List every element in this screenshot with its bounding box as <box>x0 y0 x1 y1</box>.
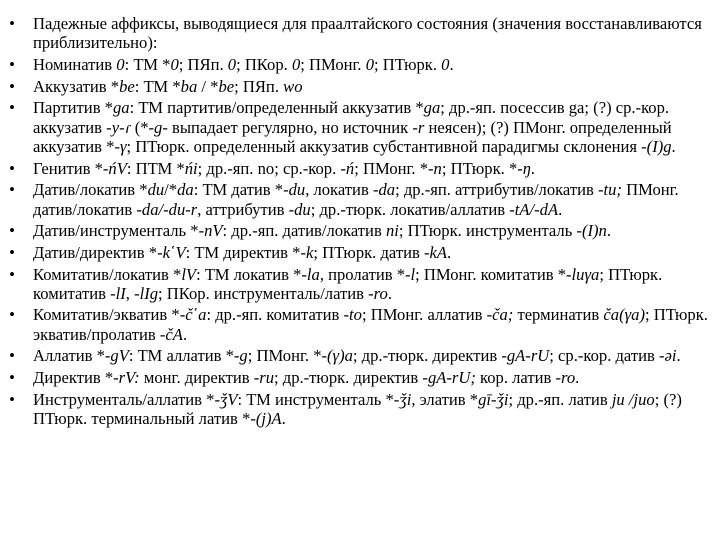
italic-fragment: -g- <box>148 117 168 137</box>
text-fragment: Аккузатив * <box>33 76 120 96</box>
text-fragment: ; др.-тюрк. локатив/аллатив <box>310 199 510 219</box>
list-item <box>0 55 712 74</box>
italic-fragment: -lIg <box>134 283 159 303</box>
text-fragment: . <box>676 346 681 366</box>
text-fragment: Датив/локатив * <box>33 180 148 200</box>
text-fragment: : ТМ датив * <box>193 180 284 200</box>
italic-fragment: -tA/-dA <box>509 199 559 219</box>
text-fragment: . <box>281 409 286 429</box>
list-item <box>0 77 712 96</box>
italic-fragment: -ča; <box>486 305 514 325</box>
list-item-text <box>33 14 702 52</box>
text-fragment: Партитив * <box>33 98 113 118</box>
bullet-icon: • <box>9 180 15 200</box>
italic-fragment: -ǯV <box>214 389 238 409</box>
text-fragment: ; ПКор. <box>236 54 292 74</box>
text-fragment: / * <box>197 76 219 96</box>
text-fragment: : ТМ локатив * <box>196 264 302 284</box>
text-fragment: ПМонг. датив/локатив <box>33 180 679 219</box>
italic-fragment: -du <box>283 180 306 200</box>
text-fragment: . <box>387 283 392 303</box>
italic-fragment: ča(γa) <box>603 305 645 325</box>
italic-fragment: -k῾V <box>157 242 186 262</box>
italic-fragment: 0 <box>291 54 301 74</box>
italic-fragment: 0 <box>441 54 450 74</box>
text-fragment: Номинатив <box>33 54 117 74</box>
italic-fragment: 0 <box>116 54 125 74</box>
text-fragment: /* <box>164 180 178 200</box>
italic-fragment: ni <box>385 221 399 241</box>
italic-fragment: da <box>177 180 194 200</box>
bullet-icon: • <box>9 264 15 284</box>
text-fragment: ; ПМонг. * <box>247 346 322 366</box>
list-item-text <box>33 368 579 387</box>
bullet-icon: • <box>9 346 15 366</box>
case-affix-list <box>0 14 712 431</box>
text-fragment: : ТМ партитив/определенный аккузатив * <box>129 98 424 118</box>
list-item-text <box>33 159 535 178</box>
text-fragment: Генитив * <box>33 158 103 178</box>
list-item-text <box>33 55 454 74</box>
text-fragment: , локатив <box>305 180 373 200</box>
list-item <box>0 243 712 262</box>
italic-fragment: du <box>147 180 165 200</box>
italic-fragment: -(j)A <box>250 409 282 429</box>
text-fragment: ; др.-тюрк. директив <box>274 368 423 388</box>
italic-fragment: -to <box>343 305 362 325</box>
text-fragment: неясен); (?) ПМонг. определенный аккузатив * <box>33 117 672 156</box>
text-fragment: ; др.-тюрк. директив <box>352 346 502 366</box>
list-item <box>0 98 712 156</box>
text-fragment: , пролатив * <box>319 264 406 284</box>
italic-fragment: lV <box>181 264 197 284</box>
list-item <box>0 180 712 219</box>
italic-fragment: -k <box>300 242 314 262</box>
list-item-text <box>33 243 451 262</box>
text-fragment: ; ПТюрк. * <box>441 158 518 178</box>
text-fragment: : др.-яп. датив/локатив <box>222 221 386 241</box>
text-fragment: Аллатив * <box>33 346 105 366</box>
text-fragment: : ТМ * <box>134 76 181 96</box>
italic-fragment: -ŋ <box>517 158 531 178</box>
italic-fragment: -(I)n <box>576 221 607 241</box>
text-fragment: Инструменталь/аллатив * <box>33 389 215 409</box>
text-fragment: ; ПЯп. <box>234 76 284 96</box>
text-fragment: : ТМ * <box>124 54 171 74</box>
text-fragment: ; ПКор. инструменталь/латив <box>158 283 369 303</box>
italic-fragment: wo <box>283 76 303 96</box>
bullet-icon: • <box>9 305 15 325</box>
italic-fragment: -čA <box>159 324 183 344</box>
bullet-icon: • <box>9 14 15 33</box>
text-fragment: Датив/инструменталь * <box>33 221 199 241</box>
italic-fragment: -ro <box>368 283 388 303</box>
text-fragment: ; др.-яп. no; ср.-кор. <box>197 158 341 178</box>
text-fragment: ; др.-яп. латив <box>508 389 612 409</box>
text-fragment: ; ПЯп. <box>178 54 228 74</box>
text-fragment: Датив/директив * <box>33 242 158 262</box>
italic-fragment: ńi <box>184 158 198 178</box>
list-item <box>0 346 712 365</box>
text-fragment: ; ср.-кор. датив <box>549 346 659 366</box>
list-item <box>0 305 712 344</box>
italic-fragment: -ńV <box>102 158 127 178</box>
text-fragment: Комитатив/локатив * <box>33 264 182 284</box>
list-item <box>0 14 712 53</box>
text-fragment: . <box>182 324 188 344</box>
list-item <box>0 221 712 240</box>
italic-fragment: -n <box>428 158 442 178</box>
italic-fragment: -ro <box>555 368 576 388</box>
list-item-text <box>33 180 679 218</box>
text-fragment: ; ПМонг. * <box>354 158 429 178</box>
italic-fragment: -lI <box>110 283 126 303</box>
italic-fragment: ba <box>180 76 198 96</box>
bullet-icon: • <box>9 221 15 241</box>
italic-fragment: -la <box>301 264 320 284</box>
text-fragment: ; ПТюрк. инструменталь <box>398 221 577 241</box>
list-item-text <box>33 346 681 365</box>
text-fragment: ; ПМонг. аллатив <box>361 305 487 325</box>
italic-fragment: ga <box>112 98 130 118</box>
text-fragment: : ПТМ * <box>126 158 185 178</box>
text-fragment: . <box>671 136 676 156</box>
italic-fragment: -kA <box>423 242 448 262</box>
text-fragment: ; ПТюрк. <box>374 54 442 74</box>
list-item-text <box>33 390 682 428</box>
list-item <box>0 390 712 429</box>
text-fragment: . <box>575 368 580 388</box>
bullet-icon: • <box>9 158 15 178</box>
italic-fragment: be <box>119 76 135 96</box>
text-fragment: Директив * <box>33 368 114 388</box>
text-fragment: : ТМ инструменталь * <box>237 389 394 409</box>
text-fragment: . <box>449 54 454 74</box>
italic-fragment: -luγa <box>566 264 600 284</box>
italic-fragment: 0 <box>365 54 375 74</box>
italic-fragment: -gA-rU <box>501 346 550 366</box>
italic-fragment: -da <box>372 180 396 200</box>
text-fragment: : ТМ директив * <box>185 242 301 262</box>
text-fragment: . <box>447 242 452 262</box>
italic-fragment: 0 <box>227 54 237 74</box>
text-fragment: ; ПМонг. комитатив * <box>415 264 567 284</box>
text-fragment: : ТМ аллатив * <box>128 346 234 366</box>
italic-fragment: -əi <box>658 346 677 366</box>
italic-fragment: ju /juo <box>611 389 655 409</box>
italic-fragment: -da/-du-r <box>136 199 198 219</box>
italic-fragment: -ǯi <box>393 389 412 409</box>
text-fragment: . <box>606 221 611 241</box>
italic-fragment: -ń <box>340 158 355 178</box>
italic-fragment: -gV <box>104 346 129 366</box>
list-item-text <box>33 77 303 96</box>
text-fragment: терминатив <box>513 305 604 325</box>
bullet-icon: • <box>9 54 15 74</box>
text-fragment: ; др.-яп. аттрибутив/локатив <box>395 180 598 200</box>
text-fragment: ; ПТюрк. экватив/пролатив <box>33 305 708 344</box>
italic-fragment: -(I)g <box>641 136 672 156</box>
italic-fragment: -tu; <box>598 180 622 200</box>
italic-fragment: -ru <box>253 368 274 388</box>
text-fragment: . <box>558 199 563 219</box>
bullet-icon: • <box>9 76 15 96</box>
text-fragment: ; ПТюрк. определенный аккузатив субстантивной парадигмы склонения <box>126 136 642 156</box>
italic-fragment: gī-ǯi <box>478 389 509 409</box>
list-item <box>0 265 712 304</box>
text-fragment: , <box>125 283 135 303</box>
bullet-icon: • <box>9 98 15 118</box>
list-item-text <box>33 305 708 343</box>
text-fragment: Комитатив/экватив * <box>33 305 180 325</box>
italic-fragment: -gA-rU; <box>422 368 476 388</box>
text-fragment: ; (?) ПТюрк. терминальный латив * <box>33 389 682 429</box>
bullet-icon: • <box>9 242 15 262</box>
list-item <box>0 368 712 387</box>
bullet-icon: • <box>9 389 15 409</box>
list-item <box>0 159 712 178</box>
text-fragment: : др.-яп. комитатив <box>206 305 344 325</box>
italic-fragment: -g <box>233 346 248 366</box>
italic-fragment: -nV <box>198 221 223 241</box>
text-fragment: монг. директив <box>139 368 254 388</box>
italic-fragment: ga <box>423 98 441 118</box>
text-fragment: . <box>530 158 535 178</box>
italic-fragment: be <box>218 76 235 96</box>
italic-fragment: -(γ)a <box>321 346 353 366</box>
text-fragment: , элатив * <box>411 389 479 409</box>
italic-fragment: -r <box>412 117 425 137</box>
italic-fragment: -l <box>405 264 416 284</box>
text-fragment: ; ПТюрк. комитатив <box>33 264 663 303</box>
bullet-icon: • <box>9 368 15 388</box>
italic-fragment: -č῾a <box>179 305 207 325</box>
text-fragment: выпадает регулярно, но источник <box>167 117 413 137</box>
text-fragment: ; ПМонг. <box>300 54 366 74</box>
text-fragment: Падежные аффиксы, выводящиеся для праалтайского состояния (значения восстанавливаются приблизительно): <box>33 14 702 53</box>
italic-fragment: 0 <box>170 54 179 74</box>
italic-fragment: -rV: <box>113 368 140 388</box>
list-item-text <box>33 98 676 156</box>
italic-fragment: -du <box>288 199 311 219</box>
italic-fragment: -у-ɾ <box>106 117 131 137</box>
text-fragment: ; др.-яп. посессив ga; (?) ср.-кор. аккузатив <box>33 98 670 137</box>
text-fragment: кор. латив <box>475 368 556 388</box>
text-fragment: ; ПТюрк. датив <box>313 242 424 262</box>
text-fragment: , аттрибутив <box>197 199 289 219</box>
italic-fragment: -γ <box>114 136 127 156</box>
list-item-text <box>33 265 662 303</box>
list-item-text <box>33 221 611 240</box>
text-fragment: (* <box>130 117 149 137</box>
